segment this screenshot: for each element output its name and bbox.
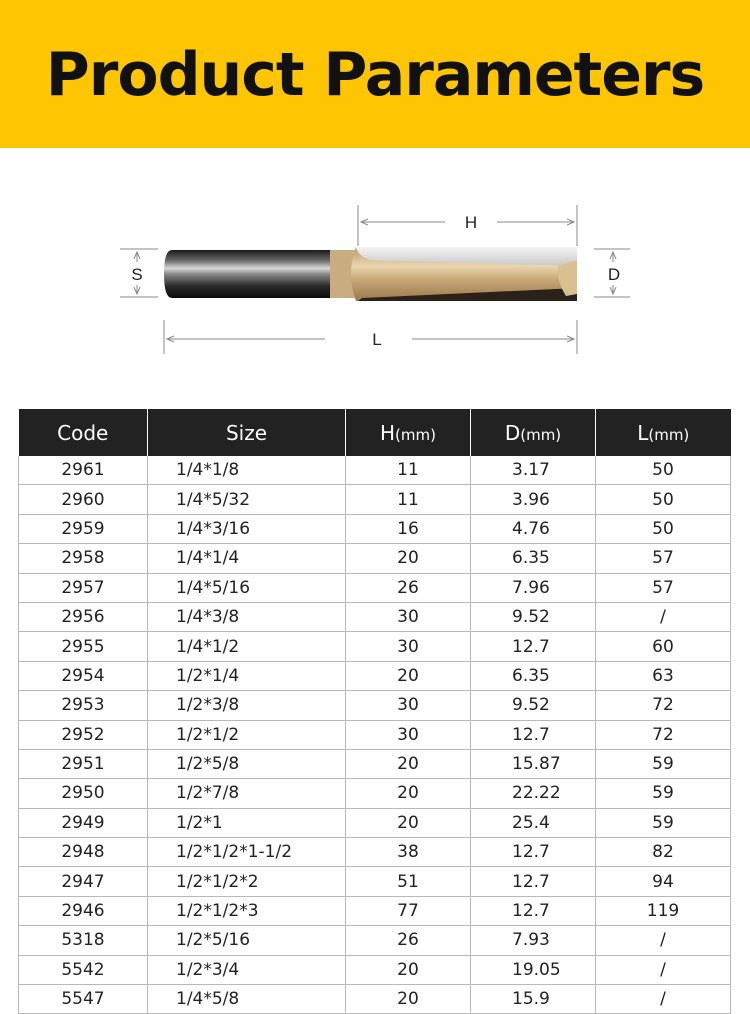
size-cell: 1/2*1/2*2 [148,867,346,896]
table-row [19,456,731,485]
h-cell: 20 [346,779,471,808]
size-cell: 1/4*1/4 [148,544,346,573]
l-cell: 59 [596,808,731,837]
code-cell: 2958 [19,544,148,573]
s-dimension [120,249,158,297]
l-cell: 59 [596,749,731,778]
table-row [19,544,731,573]
table-row [19,602,731,631]
d-cell: 12.7 [471,632,596,661]
d-cell: 6.35 [471,544,596,573]
l-cell: 63 [596,661,731,690]
l-cell: 82 [596,838,731,867]
d-cell: 12.7 [471,720,596,749]
table-row [19,985,731,1014]
d-cell: 3.96 [471,485,596,514]
d-cell: 19.05 [471,955,596,984]
l-cell: / [596,602,731,631]
table-header-row [19,409,731,456]
col-header-h: H(mm) [346,409,471,456]
code-cell: 2951 [19,749,148,778]
code-cell: 2956 [19,602,148,631]
d-cell: 25.4 [471,808,596,837]
col-header-l: L(mm) [596,409,731,456]
size-cell: 1/2*5/8 [148,749,346,778]
code-cell: 5318 [19,926,148,955]
code-cell: 2960 [19,485,148,514]
h-cell: 20 [346,955,471,984]
h-cell: 20 [346,544,471,573]
d-cell: 12.7 [471,896,596,925]
h-cell: 11 [346,485,471,514]
d-cell: 15.87 [471,749,596,778]
l-cell: 50 [596,456,731,485]
code-cell: 5547 [19,985,148,1014]
code-cell: 2947 [19,867,148,896]
size-cell: 1/4*3/16 [148,514,346,543]
code-cell: 2950 [19,779,148,808]
h-cell: 51 [346,867,471,896]
d-cell: 7.93 [471,926,596,955]
h-cell: 30 [346,720,471,749]
table-row [19,749,731,778]
h-cell: 38 [346,838,471,867]
table-row [19,720,731,749]
table-row [19,485,731,514]
l-cell: 60 [596,632,731,661]
router-bit [164,247,577,301]
d-label: D [607,265,621,284]
size-cell: 1/2*1/2*3 [148,896,346,925]
l-cell: 94 [596,867,731,896]
code-cell: 2953 [19,691,148,720]
size-cell: 1/4*1/8 [148,456,346,485]
l-cell: 72 [596,720,731,749]
l-cell: 50 [596,514,731,543]
size-cell: 1/4*1/2 [148,632,346,661]
h-cell: 30 [346,691,471,720]
h-cell: 26 [346,573,471,602]
size-cell: 1/2*1/2*1-1/2 [148,838,346,867]
parameters-table [18,409,731,1014]
d-cell: 12.7 [471,867,596,896]
d-cell: 6.35 [471,661,596,690]
size-cell: 1/4*5/8 [148,985,346,1014]
h-cell: 20 [346,661,471,690]
h-cell: 11 [346,456,471,485]
col-header-size: Size [148,409,346,456]
size-cell: 1/2*5/16 [148,926,346,955]
table-row [19,779,731,808]
h-cell: 77 [346,896,471,925]
table-row [19,867,731,896]
table-row [19,661,731,690]
code-cell: 2961 [19,456,148,485]
title-banner [0,0,750,148]
d-cell: 4.76 [471,514,596,543]
code-cell: 2955 [19,632,148,661]
code-cell: 2946 [19,896,148,925]
table-row [19,926,731,955]
col-header-d: D(mm) [471,409,596,456]
code-cell: 2957 [19,573,148,602]
l-cell: 57 [596,573,731,602]
h-dimension [358,205,577,246]
h-cell: 26 [346,926,471,955]
table-row [19,573,731,602]
l-cell: 59 [596,779,731,808]
table-row [19,691,731,720]
l-dimension [164,320,577,354]
d-cell: 22.22 [471,779,596,808]
table-row [19,632,731,661]
code-cell: 2952 [19,720,148,749]
table-row [19,808,731,837]
code-cell: 5542 [19,955,148,984]
h-cell: 20 [346,985,471,1014]
h-cell: 30 [346,602,471,631]
d-cell: 3.17 [471,456,596,485]
code-cell: 2954 [19,661,148,690]
size-cell: 1/2*1/4 [148,661,346,690]
d-cell: 7.96 [471,573,596,602]
col-header-code: Code [19,409,148,456]
l-cell: / [596,955,731,984]
d-cell: 15.9 [471,985,596,1014]
l-cell: 50 [596,485,731,514]
page-title: Product Parameters [45,40,705,110]
l-cell: 72 [596,691,731,720]
table-row [19,514,731,543]
l-label: L [372,330,382,349]
size-cell: 1/2*1 [148,808,346,837]
size-cell: 1/2*3/4 [148,955,346,984]
h-cell: 16 [346,514,471,543]
s-label: S [131,265,143,284]
l-cell: 119 [596,896,731,925]
h-cell: 30 [346,632,471,661]
router-bit-diagram [0,148,750,408]
d-cell: 12.7 [471,838,596,867]
table-row [19,838,731,867]
table-row [19,955,731,984]
code-cell: 2949 [19,808,148,837]
h-label: H [464,213,478,232]
size-cell: 1/2*1/2 [148,720,346,749]
size-cell: 1/2*7/8 [148,779,346,808]
l-cell: / [596,985,731,1014]
code-cell: 2959 [19,514,148,543]
size-cell: 1/4*5/16 [148,573,346,602]
size-cell: 1/2*3/8 [148,691,346,720]
d-cell: 9.52 [471,691,596,720]
h-cell: 20 [346,808,471,837]
table-row [19,896,731,925]
l-cell: / [596,926,731,955]
h-cell: 20 [346,749,471,778]
size-cell: 1/4*3/8 [148,602,346,631]
d-cell: 9.52 [471,602,596,631]
d-dimension [594,249,630,297]
size-cell: 1/4*5/32 [148,485,346,514]
code-cell: 2948 [19,838,148,867]
l-cell: 57 [596,544,731,573]
